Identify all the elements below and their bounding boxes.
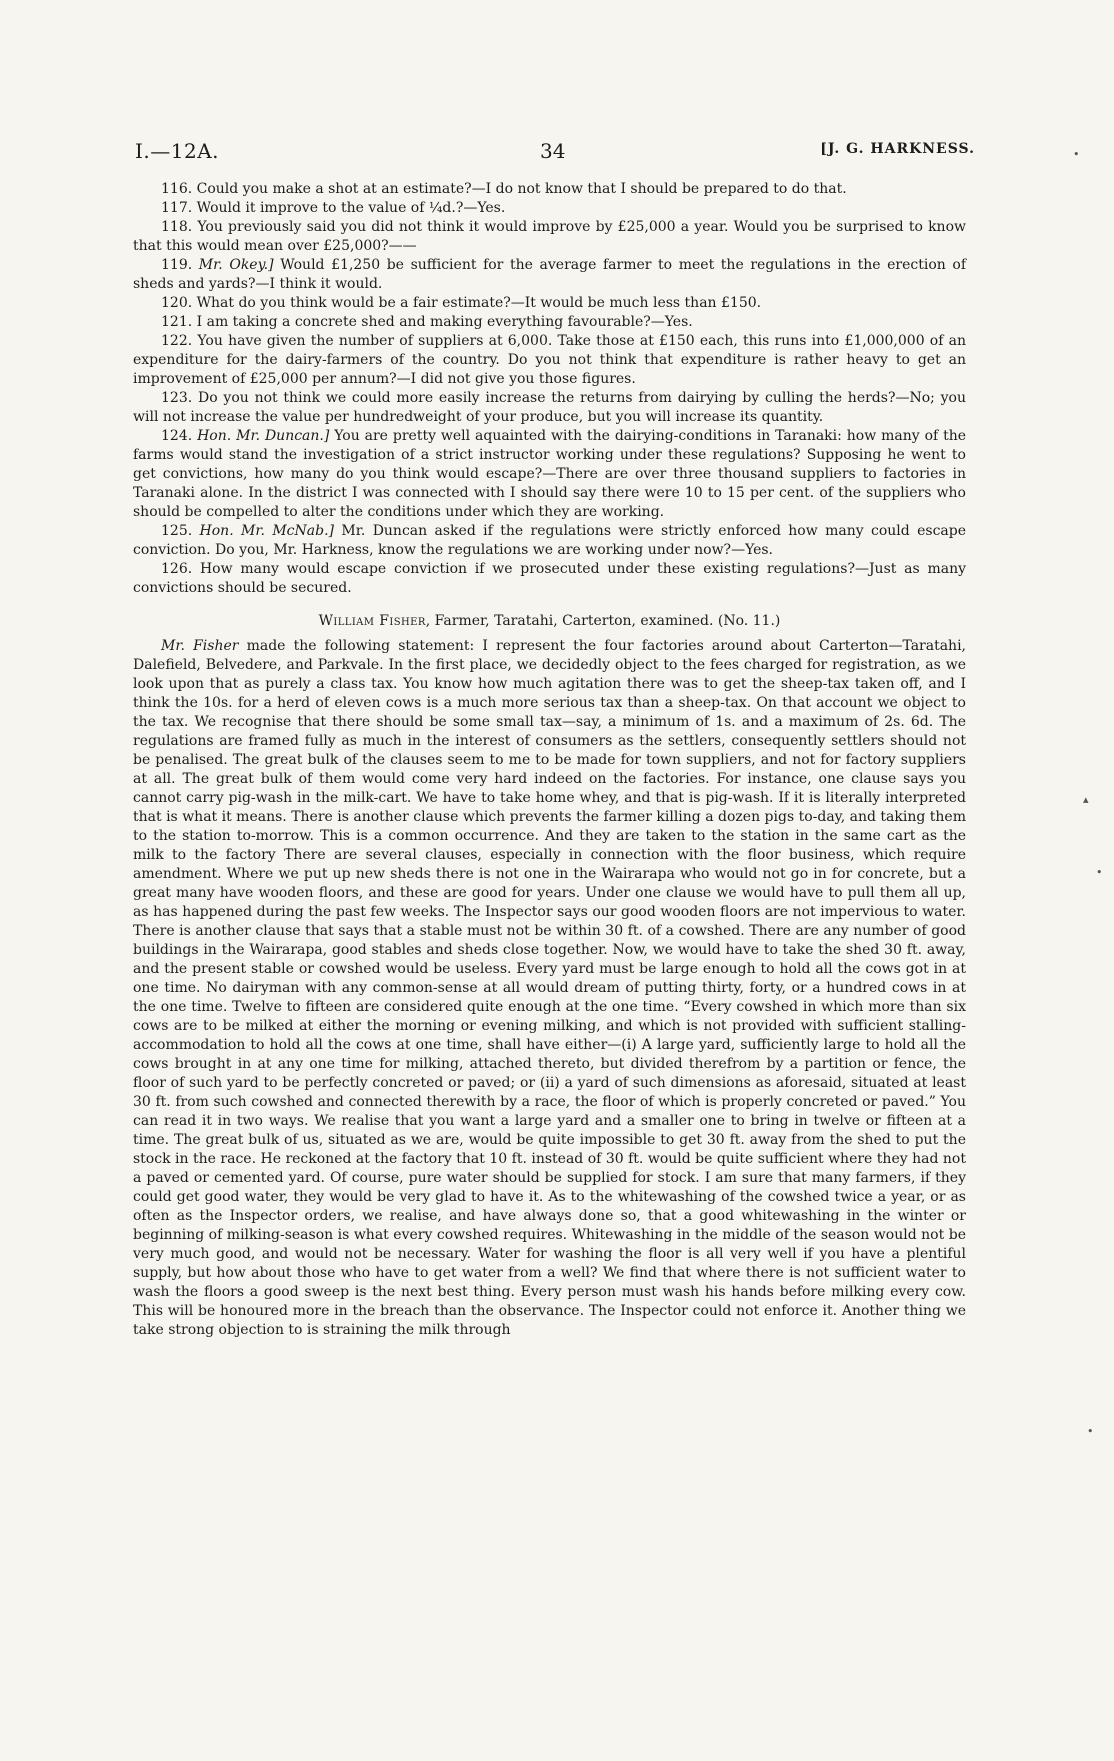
margin-speck: ▴	[1083, 793, 1089, 806]
qa-paragraph	[133, 427, 966, 522]
statement-text: made the following statement: I represent the four factories around about Carterton—Taratahi, Dalefield, Belvedere, and Parkvale. In the first place, we decidedly object to the fees charged for registration, as we look upon that as purely a class tax. You know how much agitation there was to get the sheep-tax taken off, and I think the 10s. for a herd of eleven cows is a much more serious tax than a sheep-tax. On that account we object to the tax. We recognise that there should be some small tax—say, a minimum of 1s. and a maximum of 2s. 6d. The regulations are framed fully as much in the interest of consumers as the settlers, consequently settlers should not be penalised. The great bulk of the clauses seem to me to be made for town suppliers, and not for factory suppliers at all. The great bulk of them would come very hard indeed on the factories. For instance, one clause says you cannot carry pig-wash in the milk-cart. We have to take home whey, and that is pig-wash. If it is literally interpreted that is what it means. There is another clause which prevents the farmer killing a dozen pigs to-day, and taking them to the station to-morrow. This is a common occurrence. And they are taken to the station in the same cart as the milk to the factory There are several clauses, especially in connection with the floor business, which require amendment. Where we put up new sheds there is not one in the Wairarapa who would not go in for concrete, but a great many have wooden floors, and these are good for years. Under one clause we would have to pull them all up, as has happened during the past few weeks. The Inspector says our good wooden floors are not impervious to water. There is another clause that says that a stable must not be within 30 ft. of a cowshed. There are any number of good buildings in the Wairarapa, good stables and sheds close together. Now, we would have to take the shed 30 ft. away, and the present stable or cowshed would be useless. Every yard must be large enough to hold all the cows got in at one time. No dairyman with any common-sense at all would dream of putting thirty, forty, or a hundred cows in at the one time. Twelve to fifteen are considered quite enough at the one time. “Every cowshed in which more than six cows are to be milked at either the morning or evening milking, and which is not provided with sufficient stalling-accommodation to hold all the cows at one time, shall have either—(i) A large yard, sufficiently large to hold all the cows brought in at any one time for milking, attached thereto, but divided therefrom by a partition or fence, the floor of such yard to be perfectly concreted or paved; or (ii) a yard of such dimensions as aforesaid, situated at least 30 ft. from such cowshed and connected therewith by a race, the floor of which is properly concreted or paved.” You can read it in two ways. We realise that you want a large yard and a smaller one to bring in twelve or fifteen at a time. The great bulk of us, situated as we are, would be quite impossible to get 30 ft. away from the shed to put the stock in the race. He reckoned at the factory that 10 ft. instead of 30 ft. would be quite sufficient where they had not a paved or cemented yard. Of course, pure water should be supplied for stock. I am sure that many farmers, if they could get good water, they would be very glad to have it. As to the whitewashing of the cowshed twice a year, or as often as the Inspector orders, we realise, and have always done so, that a good whitewashing in the winter or beginning of milking-season is what every cowshed requires. Whitewashing in the middle of the season would not be very much good, and would not be necessary. Water for washing the floor is all very well if you have a plentiful supply, but how about those who have to get water from a well? We find that where there is not sufficient water to wash the floors a good sweep is the next best thing. Every person must wash his hands before milking every cow. This will be honoured more in the breach than the observance. The Inspector could not enforce it. Another thing we take strong objection to is straining the milk through	[133, 638, 966, 1338]
qa-paragraph	[133, 256, 966, 294]
qa-paragraph	[133, 389, 966, 427]
qa-paragraph	[133, 313, 966, 332]
question-answer-text: Would £1,250 be sufficient for the average farmer to meet the regulations in the erection of sheds and yards?—I think it would.	[133, 257, 967, 292]
question-number: 121.	[161, 314, 193, 330]
margin-speck: •	[1073, 148, 1080, 161]
qa-paragraph	[133, 294, 966, 313]
question-answer-text: Could you make a shot at an estimate?—I do not know that I should be prepared to do that.	[196, 181, 847, 197]
question-number: 119.	[161, 257, 193, 273]
question-number: 118.	[161, 219, 193, 235]
question-answer-text: Do you not think we could more easily increase the returns from dairying by culling the herds?—No; you will not increase the value per hundredweight of your produce, but you will increase its quantity.	[133, 390, 966, 425]
qa-paragraph	[133, 332, 966, 389]
question-answer-text: You have given the number of suppliers at 6,000. Take those at £150 each, this runs into £1,000,000 of an expenditure for the dairy-farmers of the country. Do you not think that expenditure is rather heavy to get an improvement of £25,000 per annum?—I did not give you those figures.	[133, 333, 966, 387]
question-number: 126.	[161, 561, 193, 577]
witness-name: William Fisher	[318, 613, 426, 629]
qa-paragraph	[133, 218, 966, 256]
question-number: 120.	[161, 295, 193, 311]
qa-paragraph	[133, 560, 966, 598]
qa-paragraph	[133, 522, 966, 560]
questioner-name: Hon. Mr. Duncan.]	[197, 428, 330, 444]
questioner-name: Hon. Mr. McNab.]	[199, 523, 334, 539]
question-number: 123.	[161, 390, 193, 406]
witness-heading	[133, 612, 966, 631]
witness-details: , Farmer, Taratahi, Carterton, examined. (No. 11.)	[425, 613, 781, 629]
witness-statement	[133, 637, 966, 1340]
statement-speaker: Mr. Fisher	[161, 638, 239, 654]
question-answer-text: You are pretty well aquainted with the dairying-conditions in Taranaki: how many of the farms would stand the investigation of a strict instructor working under these regulations? Supposing he went to get convictions, how many do you think would escape?—There are over three thousand suppliers to factories in Taranaki alone. In the district I was connected with I should say there were 10 to 15 per cent. of the suppliers who should be compelled to alter the conditions under which they are working.	[133, 428, 967, 520]
question-answer-text: I am taking a concrete shed and making everything favourable?—Yes.	[196, 314, 693, 330]
parliamentary-paper-code: I.—12A.	[135, 139, 220, 163]
question-number: 116.	[161, 181, 193, 197]
qa-paragraph	[133, 199, 966, 218]
question-number: 125.	[161, 523, 193, 539]
question-number: 122.	[161, 333, 193, 349]
questioner-name: Mr. Okey.]	[198, 257, 274, 273]
question-answer-list	[133, 180, 966, 598]
question-answer-text: What do you think would be a fair estimate?—It would be much less than £150.	[196, 295, 762, 311]
running-head-witness: [J. G. HARKNESS.	[820, 141, 975, 157]
page-header	[135, 139, 975, 167]
question-answer-text: How many would escape conviction if we prosecuted under these existing regulations?—Just as many convictions should be secured.	[133, 561, 967, 596]
qa-paragraph	[133, 180, 966, 199]
question-number: 124.	[161, 428, 193, 444]
page-number: 34	[540, 139, 566, 163]
margin-speck: •	[1096, 866, 1103, 879]
evidence-body	[133, 180, 966, 1340]
question-answer-text: Would it improve to the value of ¼d.?—Yes.	[196, 200, 506, 216]
question-answer-text: Mr. Duncan asked if the regulations were strictly enforced how many could escape conviction. Do you, Mr. Harkness, know the regulations we are working under now?—Yes.	[133, 523, 967, 558]
margin-speck: •	[1087, 1425, 1094, 1438]
question-answer-text: You previously said you did not think it would improve by £25,000 a year. Would you be surprised to know that this would mean over £25,000?——	[133, 219, 966, 254]
question-number: 117.	[161, 200, 193, 216]
